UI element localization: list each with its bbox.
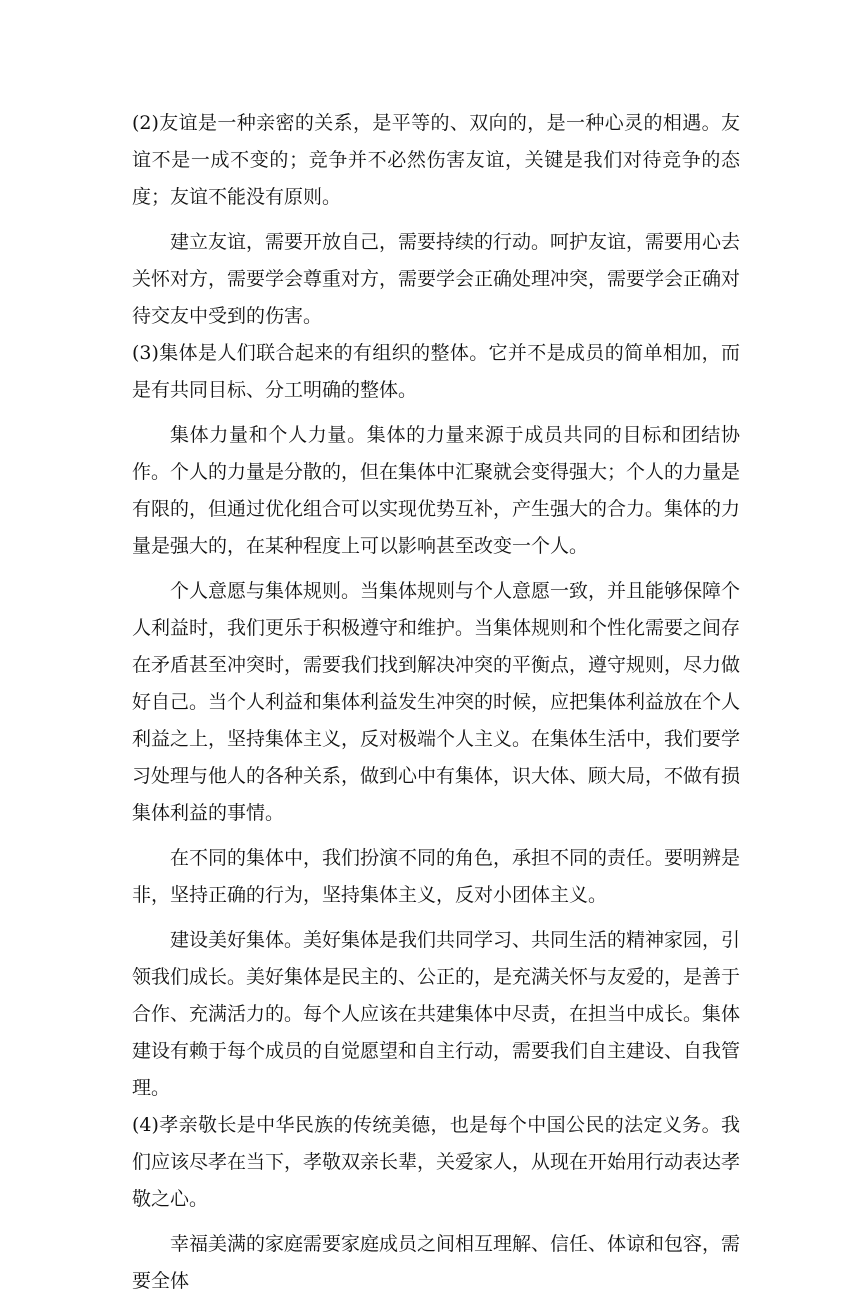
paragraph-happy-family: 幸福美满的家庭需要家庭成员之间相互理解、信任、体谅和包容，需要全体 bbox=[132, 1233, 741, 1292]
paragraph-friendship-nature: (2)友谊是一种亲密的关系，是平等的、双向的，是一种心灵的相遇。友谊不是一成不变的；竞争并不必然伤害友谊，关键是我们对待竞争的态度；友谊不能没有原则。 bbox=[132, 112, 740, 208]
paragraph-collective-power: 集体力量和个人力量。集体的力量来源于成员共同的目标和团结协作。个人的力量是分散的，但在集体中汇聚就会变得强大；个人的力量是有限的，但通过优化组合可以实现优势互补，产生强大的合力。集体的力量是强大的，在某种程度上可以影响甚至改变一个人。 bbox=[132, 424, 741, 557]
paragraph-good-collective: 建设美好集体。美好集体是我们共同学习、共同生活的精神家园，引领我们成长。美好集体是民主的、公正的，是充满关怀与友爱的，是善于合作、充满活力的。每个人应该在共建集体中尽责，在担当中成长。集体建设有赖于每个成员的自觉愿望和自主行动，需要我们自主建设、自我管理。 bbox=[132, 929, 741, 1099]
paragraph-collective-definition: (3)集体是人们联合起来的有组织的整体。它并不是成员的简单相加，而是有共同目标、分工明确的整体。 bbox=[132, 342, 740, 401]
paragraph-roles: 在不同的集体中，我们扮演不同的角色，承担不同的责任。要明辨是非，坚持正确的行为，坚持集体主义，反对小团体主义。 bbox=[132, 847, 741, 906]
paragraph-individual-rules: 个人意愿与集体规则。当集体规则与个人意愿一致，并且能够保障个人利益时，我们更乐于积极遵守和维护。当集体规则和个性化需要之间存在矛盾甚至冲突时，需要我们找到解决冲突的平衡点，遵守规则，尽力做好自己。当个人利益和集体利益发生冲突的时候，应把集体利益放在个人利益之上，坚持集体主义，反对极端个人主义。在集体生活中，我们要学习处理与他人的各种关系，做到心中有集体，识大体、顾大局，不做有损集体利益的事情。 bbox=[132, 580, 741, 824]
paragraph-friendship-building: 建立友谊，需要开放自己，需要持续的行动。呵护友谊，需要用心去关怀对方，需要学会尊重对方，需要学会正确处理冲突，需要学会正确对待交友中受到的伤害。 bbox=[132, 231, 741, 327]
document-body bbox=[132, 105, 740, 1300]
paragraph-filial-piety: (4)孝亲敬长是中华民族的传统美德，也是每个中国公民的法定义务。我们应该尽孝在当下，孝敬双亲长辈，关爱家人，从现在开始用行动表达孝敬之心。 bbox=[132, 1114, 741, 1210]
